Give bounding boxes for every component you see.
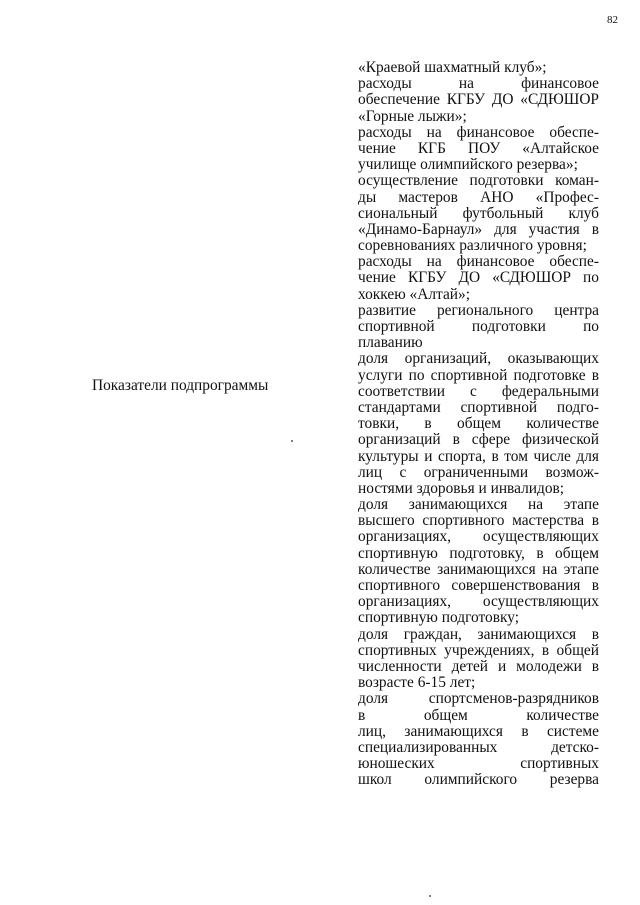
text-line: численности детей и молодежи в — [358, 657, 599, 675]
text-line: культуры и спорта, в том числе для — [358, 447, 599, 465]
text-line: спортивную подготовку, в общем — [358, 544, 599, 562]
text-line: расходы на финансовое — [358, 75, 599, 93]
text-line: возрасте 6-15 лет; — [358, 674, 476, 692]
subprogram-indicators-label: Показатели подпрограммы — [92, 377, 269, 394]
text-line: лиц с ограниченными возмож- — [358, 463, 599, 481]
text-line: организаций в сфере физической — [358, 431, 599, 449]
page-number: 82 — [607, 14, 618, 26]
text-line: специализированных детско- — [358, 738, 599, 756]
text-line: училище олимпийского резерва»; — [358, 156, 578, 174]
text-line: спортивной подготовки по — [358, 318, 599, 335]
text-line: «Краевой шахматный клуб»; — [358, 59, 547, 76]
text-line: осуществление подготовки коман- — [358, 172, 599, 190]
text-line: чение КГБУ ДО «СДЮШОР по — [358, 269, 599, 287]
text-column — [358, 60, 599, 788]
text-line: соответствии с федеральными — [358, 382, 599, 400]
text-line: высшего спортивного мастерства в — [358, 512, 599, 530]
text-line: в общем количестве — [358, 706, 599, 724]
text-line: чение КГБ ПОУ «Алтайское — [358, 139, 599, 157]
text-line: развитие регионального центра — [358, 301, 599, 319]
text-line: спортивную подготовку; — [358, 609, 520, 627]
text-line: товки, в общем количестве — [358, 415, 599, 433]
text-line: доля организаций, оказывающих — [358, 350, 599, 368]
text-line: ды мастеров АНО «Профес- — [358, 188, 599, 206]
text-line: юношеских спортивных — [358, 755, 599, 773]
text-line: ностями здоровья и инвалидов; — [358, 479, 565, 497]
scan-speck — [291, 440, 293, 442]
text-line: организациях, осуществляющих — [358, 593, 599, 611]
text-line: «Горные лыжи»; — [358, 107, 467, 125]
text-line: расходы на финансовое обеспе- — [358, 253, 599, 271]
text-line: соревнованиях различного уровня; — [358, 237, 587, 255]
text-line: спортивного совершенствования в — [358, 577, 599, 594]
text-line: доля граждан, занимающихся в — [358, 625, 599, 643]
text-line: школ олимпийского резерва — [358, 771, 599, 789]
text-line: обеспечение КГБУ ДО «СДЮШОР — [358, 91, 599, 109]
text-line: организациях, осуществляющих — [358, 528, 599, 546]
text-line: стандартами спортивной подго- — [358, 398, 599, 416]
text-line: расходы на финансовое обеспе- — [358, 123, 599, 141]
text-line: количестве занимающихся на этапе — [358, 560, 599, 578]
scan-speck — [429, 895, 431, 897]
text-line: сиональный футбольный клуб — [358, 204, 599, 222]
text-line: доля спортсменов-разрядников — [358, 690, 599, 708]
text-line: услуги по спортивной подготовке в — [358, 366, 599, 384]
text-line: плаванию — [358, 334, 423, 352]
text-line: доля занимающихся на этапе — [358, 496, 599, 514]
text-line: хоккею «Алтай»; — [358, 285, 470, 303]
text-line: «Динамо-Барнаул» для участия в — [358, 220, 599, 238]
text-line: лиц, занимающихся в системе — [358, 722, 599, 740]
text-line: спортивных учреждениях, в общей — [358, 641, 599, 659]
